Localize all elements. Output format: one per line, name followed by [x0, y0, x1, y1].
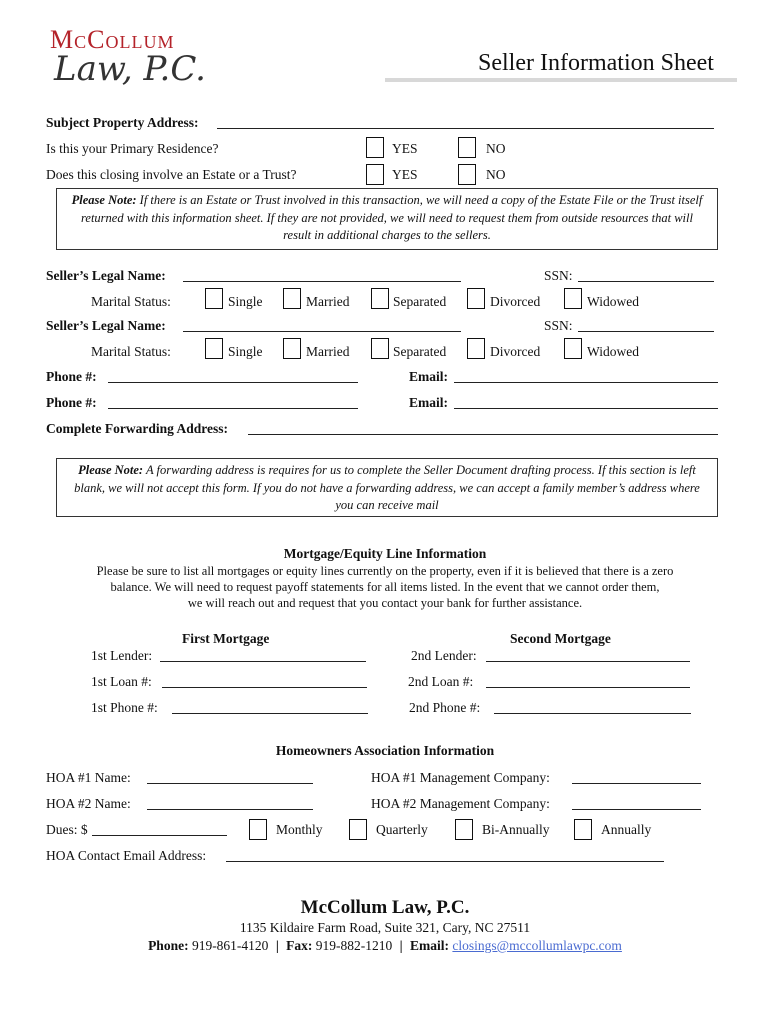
second-phone-label: 2nd Phone #: [409, 700, 481, 715]
hoa1-name-label: HOA #1 Name: [46, 770, 131, 785]
mortgage-paragraph-2: balance. We will need to request payoff statements for all items listed. In the event that we cannot order them, [110, 580, 660, 594]
second-loan-field[interactable] [486, 687, 690, 688]
hoa1-company-field[interactable] [572, 783, 701, 784]
seller1-ssn-field[interactable] [578, 281, 714, 282]
seller1-widowed-label: Widowed [587, 294, 639, 309]
seller2-single-checkbox[interactable] [205, 338, 223, 359]
email1-label: Email: [409, 369, 448, 384]
email1-field[interactable] [454, 382, 718, 383]
first-loan-field[interactable] [162, 687, 367, 688]
primary-residence-question: Is this your Primary Residence? [46, 141, 219, 156]
dues-monthly-label: Monthly [276, 822, 323, 837]
footer-address: 1135 Kildaire Farm Road, Suite 321, Cary, NC 27511 [239, 920, 531, 935]
seller1-single-checkbox[interactable] [205, 288, 223, 309]
note1-text: If there is an Estate or Trust involved in this transaction, we will need a copy of the Estate File or the Trust itself returned with this information sheet. If they are not provided, we will need to request them from outside resources that will result in additional charges to the sellers. [81, 193, 703, 242]
seller1-single-label: Single [228, 294, 263, 309]
trust-no-label: NO [486, 167, 506, 182]
hoa1-company-label: HOA #1 Management Company: [371, 770, 550, 785]
second-phone-field[interactable] [494, 713, 691, 714]
dues-annually-checkbox[interactable] [574, 819, 592, 840]
first-phone-label: 1st Phone #: [91, 700, 158, 715]
seller2-separated-checkbox[interactable] [371, 338, 389, 359]
title-rule [385, 78, 737, 82]
hoa2-name-label: HOA #2 Name: [46, 796, 131, 811]
seller1-married-checkbox[interactable] [283, 288, 301, 309]
logo-line2: Law, P.C. [54, 49, 206, 89]
dues-quarterly-label: Quarterly [376, 822, 428, 837]
seller1-divorced-label: Divorced [490, 294, 541, 309]
footer-phone: 919-861-4120 [191, 938, 269, 953]
seller1-widowed-checkbox[interactable] [564, 288, 582, 309]
phone2-field[interactable] [108, 408, 358, 409]
seller1-marital-label: Marital Status: [91, 294, 171, 309]
email2-field[interactable] [454, 408, 718, 409]
hoa-contact-email-label: HOA Contact Email Address: [46, 848, 207, 863]
mortgage-heading: Mortgage/Equity Line Information [283, 546, 487, 561]
trust-yes-label: YES [392, 167, 418, 182]
first-mortgage-heading: First Mortgage [182, 631, 270, 646]
seller1-name-label: Seller’s Legal Name: [46, 268, 166, 283]
seller2-name-label: Seller’s Legal Name: [46, 318, 166, 333]
second-mortgage-heading: Second Mortgage [510, 631, 611, 646]
phone2-label: Phone #: [46, 395, 97, 410]
first-phone-field[interactable] [172, 713, 368, 714]
second-lender-label: 2nd Lender: [411, 648, 477, 663]
footer-phone-label: Phone: [148, 938, 189, 953]
hoa2-company-label: HOA #2 Management Company: [371, 796, 550, 811]
note2-text: A forwarding address is requires for us to complete the Seller Document drafting process. If this section is left blank, we will not accept this form. If you do not have a forwarding address, we can accept a family member’s address where you can receive mail [74, 463, 700, 512]
dues-label: Dues: $ [46, 822, 88, 837]
hoa-heading: Homeowners Association Information [275, 743, 495, 758]
footer-firm-name: McCollum Law, P.C. [300, 897, 470, 918]
note2-lead: Please Note: [78, 463, 144, 477]
first-lender-label: 1st Lender: [91, 648, 153, 663]
dues-monthly-checkbox[interactable] [249, 819, 267, 840]
seller2-married-checkbox[interactable] [283, 338, 301, 359]
seller2-name-field[interactable] [183, 331, 461, 332]
seller2-ssn-field[interactable] [578, 331, 714, 332]
primary-yes-checkbox[interactable] [366, 137, 384, 158]
estate-trust-note [56, 188, 718, 250]
hoa1-name-field[interactable] [147, 783, 313, 784]
hoa2-name-field[interactable] [147, 809, 313, 810]
seller2-separated-label: Separated [393, 344, 447, 359]
seller2-divorced-label: Divorced [490, 344, 541, 359]
trust-question: Does this closing involve an Estate or a Trust? [46, 167, 297, 182]
dues-biannually-checkbox[interactable] [455, 819, 473, 840]
mortgage-paragraph-1: Please be sure to list all mortgages or equity lines currently on the property, even if it is believed that there is a zero [96, 564, 674, 578]
forwarding-address-note [56, 458, 718, 517]
seller2-single-label: Single [228, 344, 263, 359]
seller2-widowed-checkbox[interactable] [564, 338, 582, 359]
seller2-marital-label: Marital Status: [91, 344, 171, 359]
footer-fax-label: Fax: [286, 938, 313, 953]
seller1-married-label: Married [306, 294, 350, 309]
seller1-ssn-label: SSN: [544, 268, 573, 283]
seller1-separated-checkbox[interactable] [371, 288, 389, 309]
logo-line1: McCollum [50, 25, 175, 54]
phone1-label: Phone #: [46, 369, 97, 384]
seller2-married-label: Married [306, 344, 350, 359]
seller2-divorced-checkbox[interactable] [467, 338, 485, 359]
page-title: Seller Information Sheet [478, 50, 714, 76]
seller2-ssn-label: SSN: [544, 318, 573, 333]
seller2-widowed-label: Widowed [587, 344, 639, 359]
dues-annually-label: Annually [601, 822, 652, 837]
primary-no-label: NO [486, 141, 506, 156]
email2-label: Email: [409, 395, 448, 410]
dues-quarterly-checkbox[interactable] [349, 819, 367, 840]
footer-email-link[interactable]: closings@mccollumlawpc.com [452, 938, 622, 953]
property-address-label: Subject Property Address: [46, 115, 199, 130]
forwarding-address-label: Complete Forwarding Address: [46, 421, 228, 436]
seller1-name-field[interactable] [183, 281, 461, 282]
footer-email-label: Email: [410, 938, 450, 953]
primary-yes-label: YES [392, 141, 418, 156]
dues-biannually-label: Bi-Annually [482, 822, 550, 837]
footer-sep-2: | [399, 938, 403, 953]
forwarding-address-field[interactable] [248, 434, 718, 435]
hoa-contact-email-field[interactable] [226, 861, 664, 862]
note1-lead: Please Note: [71, 193, 137, 207]
first-loan-label: 1st Loan #: [91, 674, 152, 689]
second-lender-field[interactable] [486, 661, 690, 662]
logo [50, 25, 206, 89]
footer-sep-1: | [275, 938, 279, 953]
trust-yes-checkbox[interactable] [366, 164, 384, 185]
trust-no-checkbox[interactable] [458, 164, 476, 185]
first-lender-field[interactable] [160, 661, 366, 662]
hoa2-company-field[interactable] [572, 809, 701, 810]
property-address-field[interactable] [217, 128, 714, 129]
second-loan-label: 2nd Loan #: [408, 674, 474, 689]
seller1-separated-label: Separated [393, 294, 447, 309]
dues-field[interactable] [92, 835, 227, 836]
seller1-divorced-checkbox[interactable] [467, 288, 485, 309]
primary-no-checkbox[interactable] [458, 137, 476, 158]
phone1-field[interactable] [108, 382, 358, 383]
mortgage-paragraph-3: we will reach out and request that you contact your bank for further assistance. [187, 596, 583, 610]
footer-fax: 919-882-1210 [315, 938, 393, 953]
footer-contact-line [0, 938, 770, 954]
